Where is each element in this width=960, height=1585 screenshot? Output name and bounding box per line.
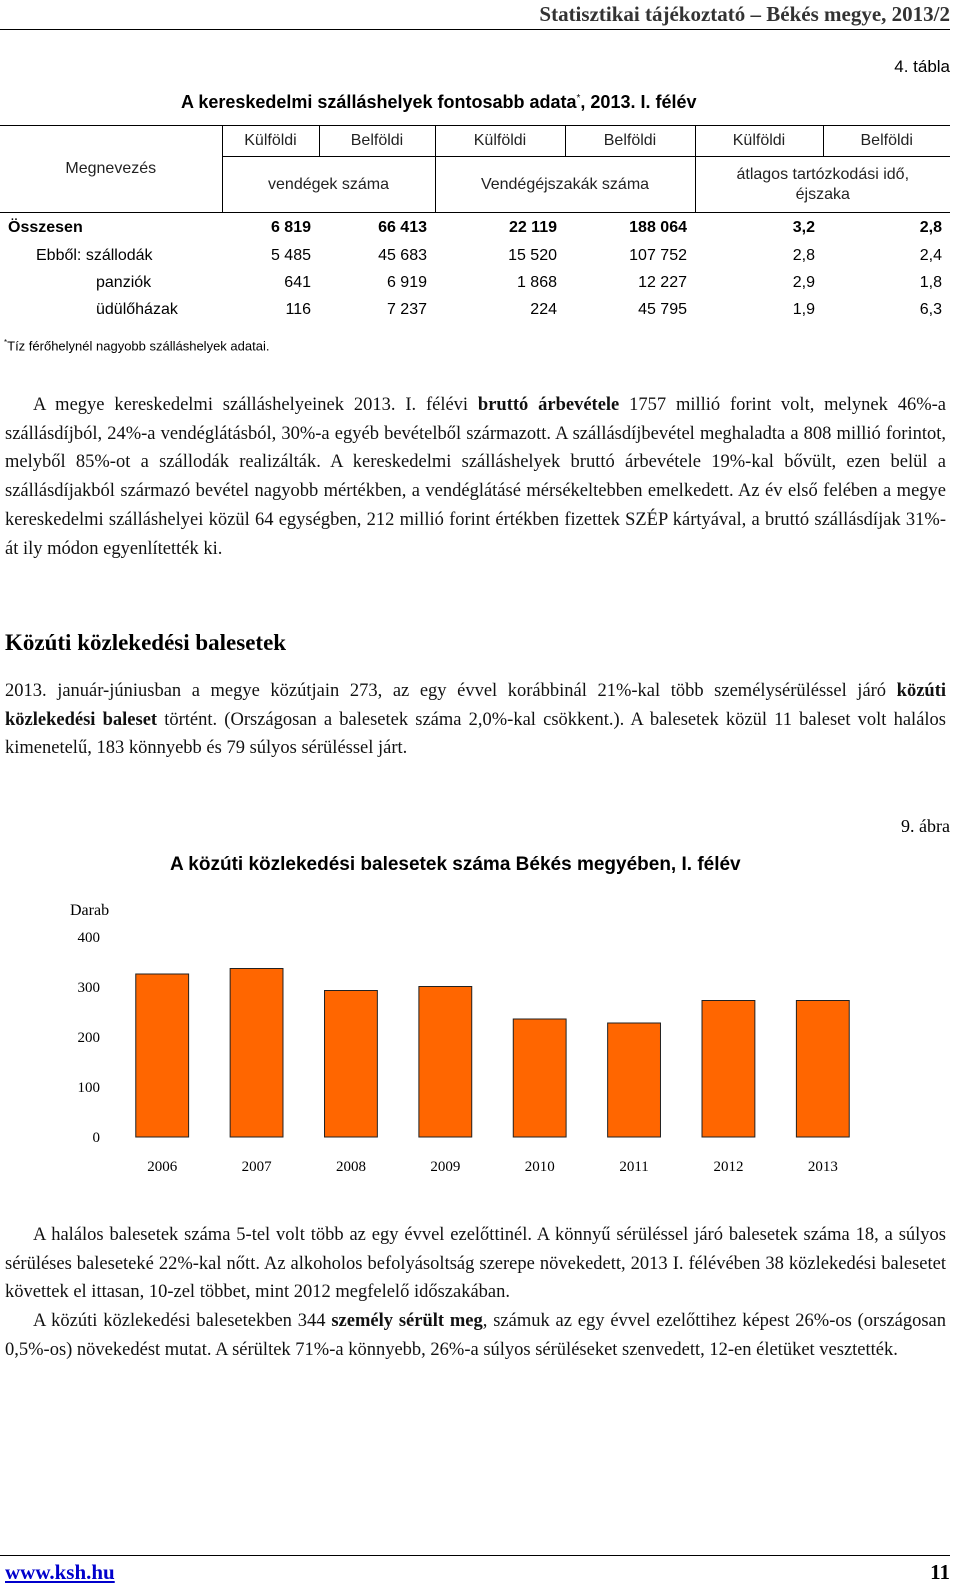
col-sub: Belföldi	[565, 126, 695, 157]
emphasis: közúti közlekedési baleset	[5, 681, 946, 730]
x-tick-label: 2007	[241, 1159, 272, 1175]
page-header-title: Statisztikai tájékoztató – Békés megye, 2013/2	[539, 2, 950, 26]
cell: 224	[530, 301, 557, 318]
footer-rule	[0, 1555, 950, 1556]
x-tick-label: 2010	[524, 1159, 555, 1175]
x-tick-label: 2006	[147, 1159, 178, 1175]
bar-2008	[325, 991, 378, 1138]
accommodation-table	[0, 125, 950, 324]
text: A megye kereskedelmi szálláshelyeinek 2013. I. félévi	[33, 395, 478, 415]
x-tick-labels	[147, 1159, 838, 1175]
text: 2013. január-júniusban a megye közútjain 273, az egy évvel korábbinál 21%-kal több személysérüléssel járó	[5, 681, 897, 701]
row-header: Megnevezés	[0, 126, 222, 213]
x-tick-label: 2013	[807, 1159, 838, 1175]
col-sub: Külföldi	[222, 126, 319, 157]
emphasis: személy sérült meg	[331, 1311, 483, 1332]
table-row	[0, 243, 950, 270]
paragraph-revenue	[5, 391, 946, 563]
cell: 2,8	[919, 218, 942, 236]
bar-2010	[513, 1019, 566, 1137]
y-tick-label: 100	[77, 1080, 100, 1096]
cell: 1,9	[792, 301, 815, 318]
y-tick-label: 400	[77, 930, 100, 946]
page-number: 11	[930, 1560, 950, 1584]
cell: 7 237	[386, 301, 427, 318]
text: , számuk az egy évvel ezelőttihez képest 26%-os (országosan 0,5%-os) növekedést mutat. A sérültek 71%-a könnyebb, 26%-a súlyos sérüléseket szenvedett, 12-en életüket vesztették.	[5, 1311, 946, 1360]
emphasis: bruttó árbevétele	[477, 395, 620, 415]
text: A halálos balesetek száma 5-tel volt több az egy évvel ezelőttinél. A könnyű sérüléssel járó balesetek száma 18, a súlyos sérüléses baleseteké 22%-kal nőtt. Az alkoholos befolyásoltság szerepe növekedett, 2013 I. félévében 38 közlekedési balesetet követtek el ittasan, 10-zel többet, mint 2012 megfelelő időszakában.	[5, 1225, 946, 1303]
y-tick-label: 200	[77, 1030, 100, 1046]
cell: 6 919	[386, 274, 427, 291]
bar-2006	[136, 974, 189, 1137]
cell: 2,9	[792, 274, 815, 291]
col-group: vendégek száma	[222, 157, 435, 213]
paragraph-casualties	[5, 1221, 946, 1365]
x-tick-label: 2009	[430, 1159, 461, 1175]
col-group	[695, 157, 950, 213]
figure-title: A közúti közlekedési balesetek száma Békés megyében, I. félév	[170, 854, 741, 875]
col-sub: Belföldi	[319, 126, 435, 157]
cell: 188 064	[629, 218, 687, 236]
cell: 66 413	[378, 218, 427, 236]
col-group-line: átlagos tartózkodási idő,	[736, 165, 910, 183]
row-label: üdülőházak	[96, 301, 178, 318]
cell: 3,2	[792, 218, 815, 236]
x-tick-label: 2011	[619, 1159, 649, 1175]
col-sub: Külföldi	[695, 126, 823, 157]
footer-link[interactable]: www.ksh.hu	[5, 1560, 115, 1584]
row-label: Ebből: szállodák	[36, 247, 153, 264]
x-tick-label: 2012	[713, 1159, 744, 1175]
table-title-text: A kereskedelmi szálláshelyek fontosabb adata	[181, 92, 577, 112]
figure-number: 9. ábra	[901, 816, 950, 836]
y-tick-labels	[78, 930, 101, 1146]
col-group-line: éjszaka	[795, 185, 850, 203]
cell: 107 752	[629, 247, 687, 264]
y-tick-label: 0	[92, 1130, 100, 1146]
col-group: Vendégéjszakák száma	[435, 157, 695, 213]
bars	[136, 969, 849, 1138]
x-tick-label: 2008	[335, 1159, 366, 1175]
table-title-mark: *	[576, 93, 581, 104]
text: A közúti közlekedési balesetekben 344	[33, 1311, 332, 1332]
cell: 641	[284, 274, 311, 291]
table-row	[0, 297, 950, 324]
table-footnote	[4, 338, 269, 353]
cell: 6 819	[270, 218, 311, 236]
cell: 12 227	[638, 274, 687, 291]
table-title	[181, 92, 697, 113]
col-sub: Külföldi	[435, 126, 565, 157]
row-label: Összesen	[8, 218, 83, 236]
cell: 1,8	[919, 274, 942, 291]
paragraph-accidents	[5, 677, 946, 763]
cell: 116	[285, 301, 311, 318]
cell: 45 683	[378, 247, 427, 264]
cell: 5 485	[270, 247, 311, 264]
cell: 22 119	[508, 218, 557, 236]
y-axis-label: Darab	[70, 902, 110, 919]
y-tick-label: 300	[77, 980, 100, 996]
text: 1757 millió forint volt, melynek 46%-a szállásdíjból, 24%-a vendéglátásból, 30%-a egyéb bevételből származott. A szállásdíjbevétel meghaladta a 808 millió forintot, melyből 85%-ot a szállodák realizálták. A kereskedelmi szálláshelyek bruttó árbevétele 19%-kal bővült, ezen belül a szállásdíjakból származó bevétel nagyobb mértékben, a vendéglátásé mérsékeltebben emelkedett. Az év első felében a megye kereskedelmi szálláshelyei közül 64 egységben, 212 millió forint értékben fizettek SZÉP kártyával, a bruttó szállásdíjak 31%-át ily módon egyenlítették ki.	[5, 395, 946, 559]
footnote-text: Tíz férőhelynél nagyobb szálláshelyek adatai.	[7, 338, 270, 354]
cell: 2,4	[919, 247, 942, 264]
bar-2011	[608, 1023, 661, 1137]
section-title: Közúti közlekedési balesetek	[5, 630, 287, 655]
row-label: panziók	[96, 274, 152, 291]
cell: 6,3	[919, 301, 942, 318]
cell: 45 795	[638, 301, 687, 318]
table-number: 4. tábla	[894, 57, 950, 76]
footnote-mark: *	[4, 338, 8, 347]
table-row	[0, 270, 950, 297]
cell: 1 868	[516, 274, 557, 291]
bar-2013	[796, 1001, 849, 1138]
cell: 15 520	[508, 247, 557, 264]
table-row	[0, 213, 950, 243]
cell: 2,8	[792, 247, 815, 264]
table-title-suffix: , 2013. I. félév	[580, 92, 697, 112]
bar-2009	[419, 987, 472, 1138]
bar-2007	[230, 969, 283, 1138]
header-rule	[0, 29, 950, 30]
text: történt. (Országosan a balesetek száma 2,0%-kal csökkent.). A balesetek közül 11 baleset volt halálos kimenetelű, 183 könnyebb és 79 súlyos sérüléssel járt.	[5, 709, 946, 759]
bar-2012	[702, 1001, 755, 1138]
col-sub: Belföldi	[823, 126, 950, 157]
accidents-bar-chart	[60, 895, 880, 1185]
